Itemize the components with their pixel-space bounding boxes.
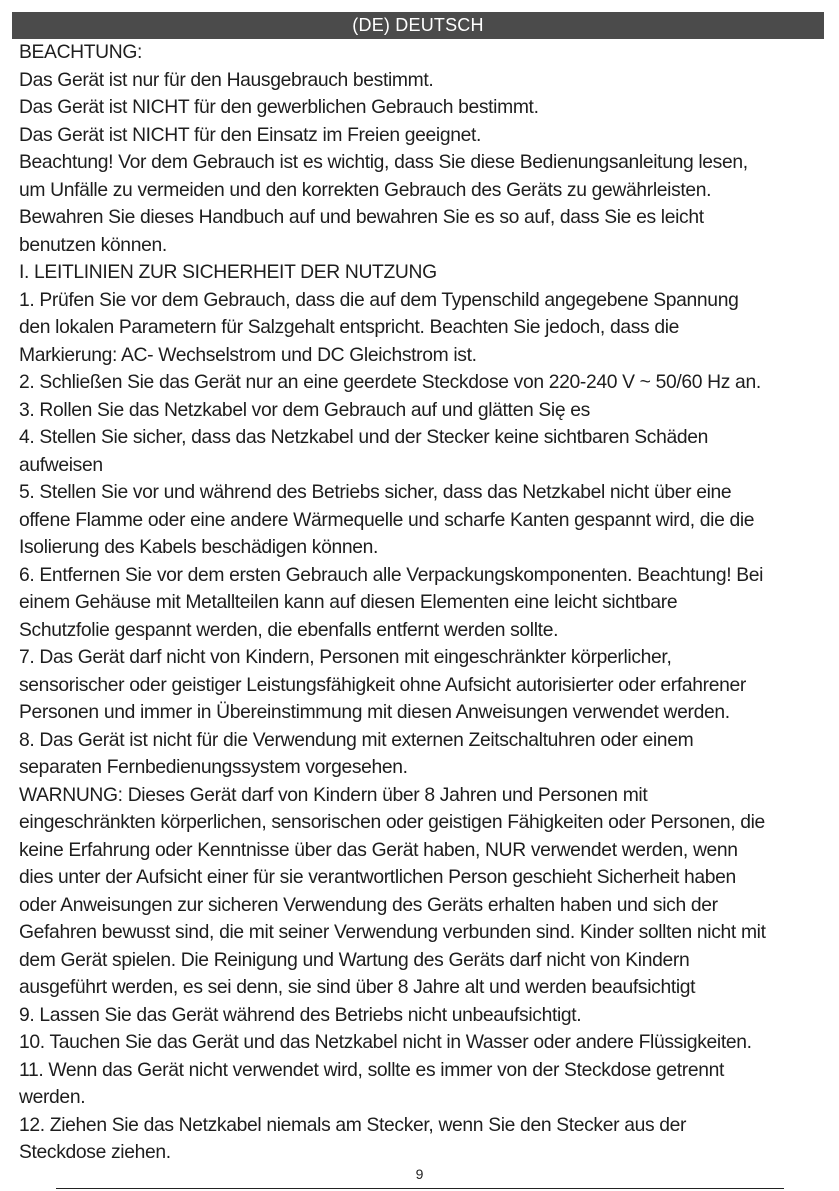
text-line: Das Gerät ist NICHT für den Einsatz im Freien geeignet. [19, 123, 482, 146]
warning-line: WARNUNG: Dieses Gerät darf von Kindern über 8 Jahren und Personen mit [19, 783, 648, 806]
text-line: Beachtung! Vor dem Gebrauch ist es wichtig, dass Sie diese Bedienungsanleitung lesen, [19, 151, 748, 173]
page-number: 9 [415, 1166, 424, 1182]
footer-divider [56, 1188, 784, 1189]
text-line: 5. Stellen Sie vor und während des Betriebs sicher, dass das Netzkabel nicht über eine [19, 481, 732, 503]
text-line: 10. Tauchen Sie das Gerät und das Netzkabel nicht in Wasser oder andere Flüssigkeiten. [19, 1031, 752, 1053]
text-line: 2. Schließen Sie das Gerät nur an eine geerdete Steckdose von 220-240 V ~ 50/60 Hz an. [19, 371, 761, 393]
text-line: 12. Ziehen Sie das Netzkabel niemals am Stecker, wenn Sie den Stecker aus der [19, 1113, 687, 1136]
text-line: 8. Das Gerät ist nicht für die Verwendung mit externen Zeitschaltuhren oder einem [19, 728, 694, 751]
text-line: BEACHTUNG: [19, 41, 143, 63]
text-line: den lokalen Parametern für Salzgehalt entspricht. Beachten Sie jedoch, dass die [19, 316, 680, 338]
text-line: dem Gerät spielen. Die Reinigung und Wartung des Geräts darf nicht von Kindern [19, 948, 690, 971]
text-line: 6. Entfernen Sie vor dem ersten Gebrauch alle Verpackungskomponenten. Beachtung! Bei [19, 563, 764, 586]
text-line: 7. Das Gerät darf nicht von Kindern, Personen mit eingeschränkter körperlicher, [19, 646, 672, 668]
section-heading: I. LEITLINIEN ZUR SICHERHEIT DER NUTZUNG [19, 261, 437, 283]
text-line: benutzen können. [19, 233, 167, 256]
text-line: 1. Prüfen Sie vor dem Gebrauch, dass die auf dem Typenschild angegebene Spannung [19, 288, 739, 311]
text-line: aufweisen [19, 453, 103, 476]
text-line: Das Gerät ist NICHT für den gewerblichen Gebrauch bestimmt. [19, 96, 539, 118]
text-line: Gefahren bewusst sind, die mit seiner Verwendung verbunden sind. Kinder sollten nicht mit [19, 921, 766, 943]
text-line: oder Anweisungen zur sicheren Verwendung des Geräts erhalten haben und sich der [19, 893, 718, 916]
text-line: dies unter der Aufsicht einer für sie verantwortlichen Person geschieht Sicherheit haben [19, 866, 736, 888]
text-line: ausgeführt werden, es sei denn, sie sind über 8 Jahre alt und werden beaufsichtigt [19, 976, 696, 998]
text-line: 3. Rollen Sie das Netzkabel vor dem Gebrauch auf und glätten Się es [19, 398, 590, 421]
text-line: Isolierung des Kabels beschädigen können. [19, 536, 379, 558]
text-line: 11. Wenn das Gerät nicht verwendet wird, sollte es immer von der Steckdose getrennt [19, 1058, 725, 1081]
text-line: Personen und immer in Übereinstimmung mit diesen Anweisungen verwendet werden. [19, 701, 730, 723]
text-line: Markierung: AC- Wechselstrom und DC Gleichstrom ist. [19, 343, 477, 366]
manual-text-body [19, 39, 831, 1167]
text-line: sensorischer oder geistiger Leistungsfähigkeit ohne Aufsicht autorisierter oder erfahrener [19, 673, 746, 696]
text-line: Schutzfolie gespannt werden, die ebenfalls entfernt werden sollte. [19, 618, 559, 641]
text-line: separaten Fernbedienungssystem vorgesehen. [19, 756, 408, 778]
text-line: einem Gehäuse mit Metallteilen kann auf diesen Elementen eine leicht sichtbare [19, 591, 678, 613]
text-line: werden. [19, 1086, 86, 1108]
text-line: eingeschränkten körperlichen, sensorischen oder geistigen Fähigkeiten oder Personen, die [19, 811, 765, 833]
text-line: Das Gerät ist nur für den Hausgebrauch bestimmt. [19, 68, 434, 91]
text-line: Steckdose ziehen. [19, 1141, 171, 1163]
text-line: um Unfälle zu vermeiden und den korrekten Gebrauch des Geräts zu gewährleisten. [19, 178, 712, 201]
text-line: 4. Stellen Sie sicher, dass das Netzkabel und der Stecker keine sichtbaren Schäden [19, 426, 709, 448]
text-line: offene Flamme oder eine andere Wärmequelle und scharfe Kanten gespannt wird, die die [19, 508, 755, 531]
text-line: 9. Lassen Sie das Gerät während des Betriebs nicht unbeaufsichtigt. [19, 1003, 582, 1026]
language-header-bar: (DE) DEUTSCH [12, 12, 824, 39]
text-line: keine Erfahrung oder Kenntnisse über das Gerät haben, NUR verwendet werden, wenn [19, 838, 738, 861]
text-line: Bewahren Sie dieses Handbuch auf und bewahren Sie es so auf, dass Sie es leicht [19, 206, 704, 228]
